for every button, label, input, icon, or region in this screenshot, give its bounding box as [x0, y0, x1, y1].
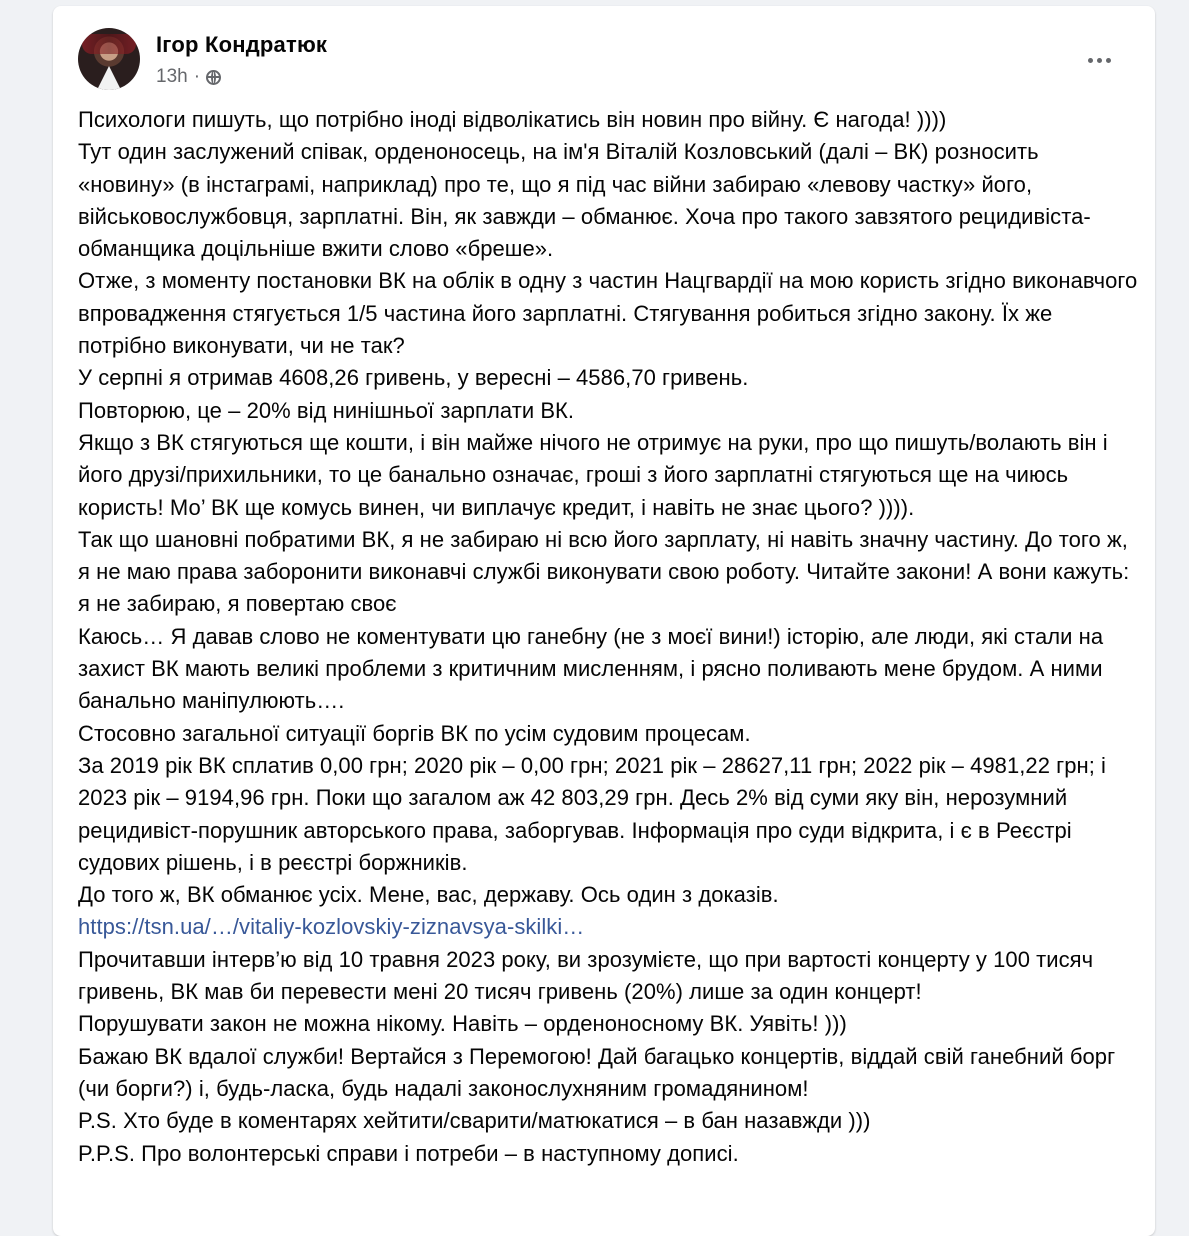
post-time[interactable]: 13h [156, 66, 188, 87]
post-link-line [78, 911, 1138, 943]
post-paragraph: Тут один заслужений співак, орденоносець, на ім'я Віталій Козловський (далі – ВК) розносить «новину» (в інстаграмі, наприклад) про те, що я під час війни забираю «левову частку» його, військовослужбовця, зарплатні. Він, як завжди – обманює. Хоча про такого завзятого рецидивіста-обманщика доцільніше вжити слово «бреше». [78, 139, 1091, 262]
author-name[interactable]: Ігор Кондратюк [156, 32, 328, 57]
post-paragraph: Стосовно загальної ситуації боргів ВК по усім судовим процесам. [78, 720, 751, 746]
post-paragraph: Бажаю ВК вдалої служби! Вертайся з Перемогою! Дай багацько концертів, віддай свій ганебний борг (чи борги?) і, будь-ласка, будь надалі законослухняним громадянином! [78, 1043, 1116, 1101]
more-dot [1097, 58, 1102, 63]
post-paragraph: Якщо з ВК стягуються ще кошти, і він майже нічого не отримує на руки, про що пишуть/волають він і його друзі/прихильники, то це банально означає, гроші з його зарплатні стягуються ще на чиюсь користь! Мо’ ВК ще комусь винен, чи виплачує кредит, і навіть не знає цього? )))). [78, 429, 1108, 520]
more-horizontal-icon [1088, 58, 1093, 63]
post-paragraph: Психологи пишуть, що потрібно іноді відволікатись він новин про війну. Є нагода! )))) [78, 107, 947, 132]
globe-icon[interactable] [206, 70, 221, 85]
post-meta [156, 66, 221, 88]
post-paragraph: Отже, з моменту постановки ВК на облік в одну з частин Нацгвардії на мою користь згідно виконавчого впровадження стягується 1/5 частина його зарплатні. Стягування робиться згідно закону. Їх же потрібно виконувати, чи не так? [78, 268, 1138, 359]
more-options-button[interactable] [1081, 42, 1117, 78]
avatar[interactable] [78, 28, 140, 90]
post-paragraph: До того ж, ВК обманює усіх. Мене, вас, державу. Ось один з доказів. [78, 882, 779, 908]
post-paragraph: Прочитавши інтерв’ю від 10 травня 2023 року, ви зрозумієте, що при вартості концерту у 100 тисяч гривень, ВК мав би перевести мені 20 тисяч гривень (20%) лише за один концерт! [78, 946, 1094, 1005]
post-paragraph: За 2019 рік ВК сплатив 0,00 грн; 2020 рік – 0,00 грн; 2021 рік – 28627,11 грн; 2022 рік – 4981,22 грн; і 2023 рік – 9194,96 грн. Поки що загалом аж 42 803,29 грн. Десь 2% від суми яку він, нерозумний рецидивіст-порушник авторського права, заборгував. Інформація про суди відкрита, і є в Реєстрі судових рішень, і в реєстрі боржників. [78, 752, 1106, 875]
post-link[interactable]: https://tsn.ua/…/vitaliy-kozlovskiy-ziznavsya-skilki… [78, 914, 585, 940]
post-body [78, 104, 1138, 1170]
post-paragraph: У серпні я отримав 4608,26 гривень, у вересні – 4586,70 гривень. [78, 365, 749, 391]
post-header [78, 28, 1135, 92]
post-card [53, 6, 1155, 1236]
post-paragraph: Каюсь… Я давав слово не коментувати цю ганебну (не з моєї вини!) історію, але люди, які стали на захист ВК мають великі проблеми з критичним мисленням, і рясно поливають мене брудом. А ними банально маніпулюють…. [78, 623, 1104, 714]
more-dot [1106, 58, 1111, 63]
post-paragraph: Порушувати закон не можна нікому. Навіть – орденоносному ВК. Уявіть! ))) [78, 1011, 847, 1037]
post-paragraph: Так що шановні побратими ВК, я не забираю ні всю його зарплату, ні навіть значну частину. До того ж, я не маю права заборонити виконавчі службі виконувати свою роботу. Читайте закони! А вони кажуть: я не забираю, я повертаю своє [78, 526, 1130, 617]
post-paragraph: P.P.S. Про волонтерські справи і потреби – в наступному дописі. [78, 1140, 739, 1166]
post-paragraph: Повторюю, це – 20% від нинішньої зарплати ВК. [78, 397, 575, 423]
meta-separator: · [193, 66, 201, 87]
post-paragraph: P.S. Хто буде в коментарях хейтити/сварити/матюкатися – в бан назавжди ))) [78, 1108, 871, 1134]
